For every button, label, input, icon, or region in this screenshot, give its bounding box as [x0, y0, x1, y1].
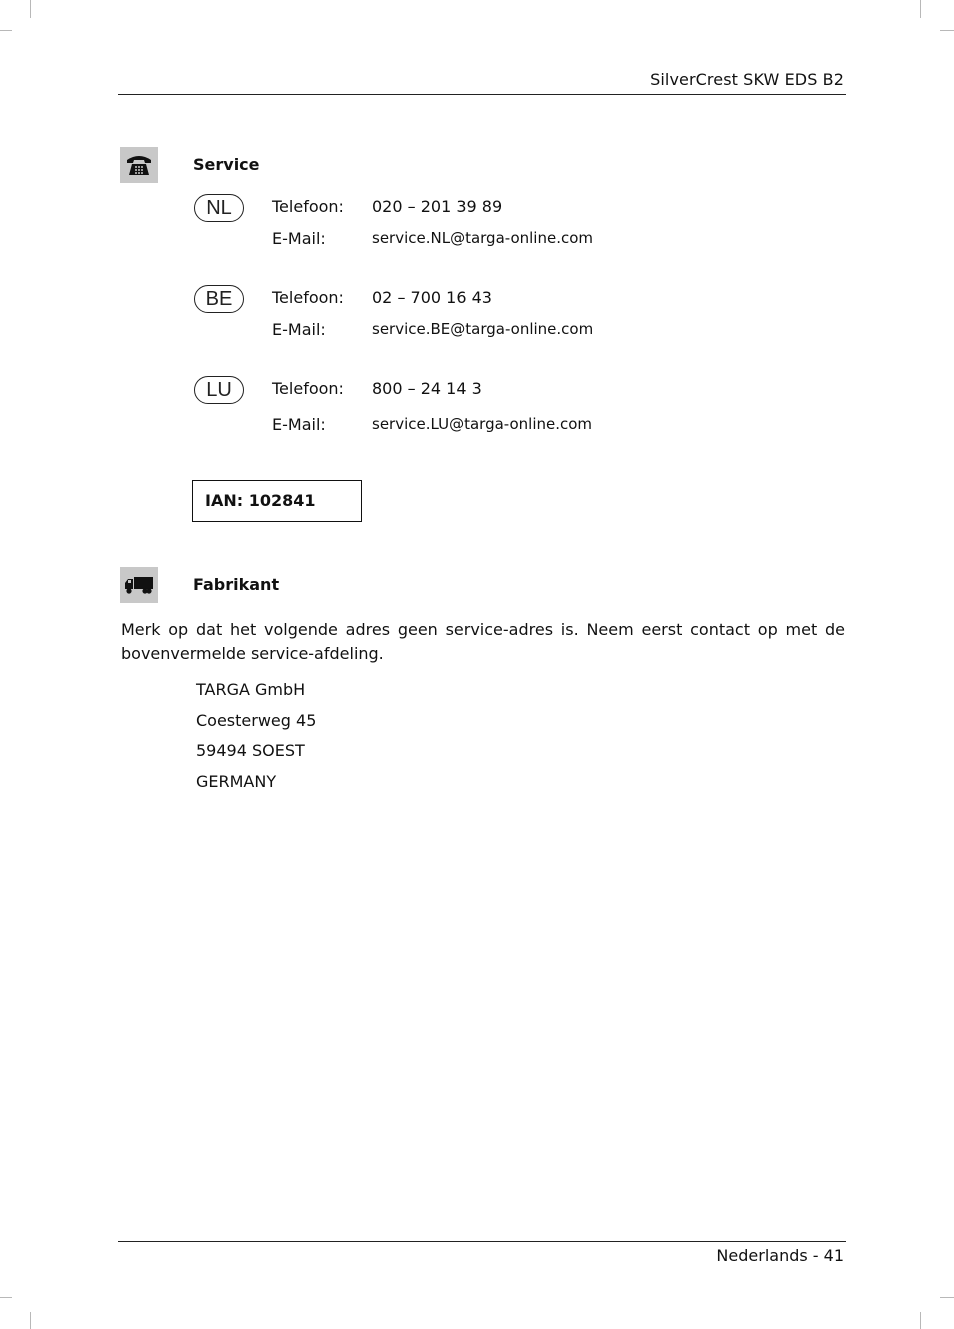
truck-icon	[120, 567, 158, 603]
crop-mark	[920, 0, 921, 18]
country-badge-be: BE	[194, 285, 244, 313]
phone-label: Telefoon:	[272, 379, 344, 398]
page-footer: Nederlands - 41	[716, 1246, 844, 1265]
address-line: 59494 SOEST	[196, 741, 305, 760]
address-line: Coesterweg 45	[196, 711, 317, 730]
email-nl[interactable]: service.NL@targa-online.com	[372, 229, 594, 247]
manufacturer-note: Merk op dat het volgende adres geen service-adres is. Neem eerst contact op met de bovenvermelde service-afdeling.	[121, 620, 845, 663]
phone-label: Telefoon:	[272, 197, 344, 216]
crop-mark	[940, 30, 954, 31]
header-rule	[118, 94, 846, 95]
address-line: TARGA GmbH	[196, 680, 306, 699]
phone-number-nl: 020 – 201 39 89	[372, 197, 503, 216]
country-badge-nl: NL	[194, 194, 244, 222]
crop-mark	[0, 30, 12, 31]
service-heading: Service	[193, 155, 260, 174]
phone-label: Telefoon:	[272, 288, 344, 307]
manufacturer-heading: Fabrikant	[193, 575, 280, 594]
footer-rule	[118, 1241, 846, 1242]
crop-mark	[0, 1297, 12, 1298]
crop-mark	[30, 0, 31, 18]
email-label: E-Mail:	[272, 320, 326, 339]
document-title: SilverCrest SKW EDS B2	[650, 70, 844, 89]
phone-number-be: 02 – 700 16 43	[372, 288, 492, 307]
address-line: GERMANY	[196, 772, 277, 791]
email-lu[interactable]: service.LU@targa-online.com	[372, 415, 593, 433]
telephone-icon	[120, 147, 158, 183]
crop-mark	[920, 1312, 921, 1329]
crop-mark	[30, 1312, 31, 1329]
email-label: E-Mail:	[272, 229, 326, 248]
crop-mark	[940, 1297, 954, 1298]
country-badge-lu: LU	[194, 376, 244, 404]
ian-box: IAN: 102841	[192, 480, 362, 522]
phone-number-lu: 800 – 24 14 3	[372, 379, 482, 398]
email-label: E-Mail:	[272, 415, 326, 434]
email-be[interactable]: service.BE@targa-online.com	[372, 320, 594, 338]
